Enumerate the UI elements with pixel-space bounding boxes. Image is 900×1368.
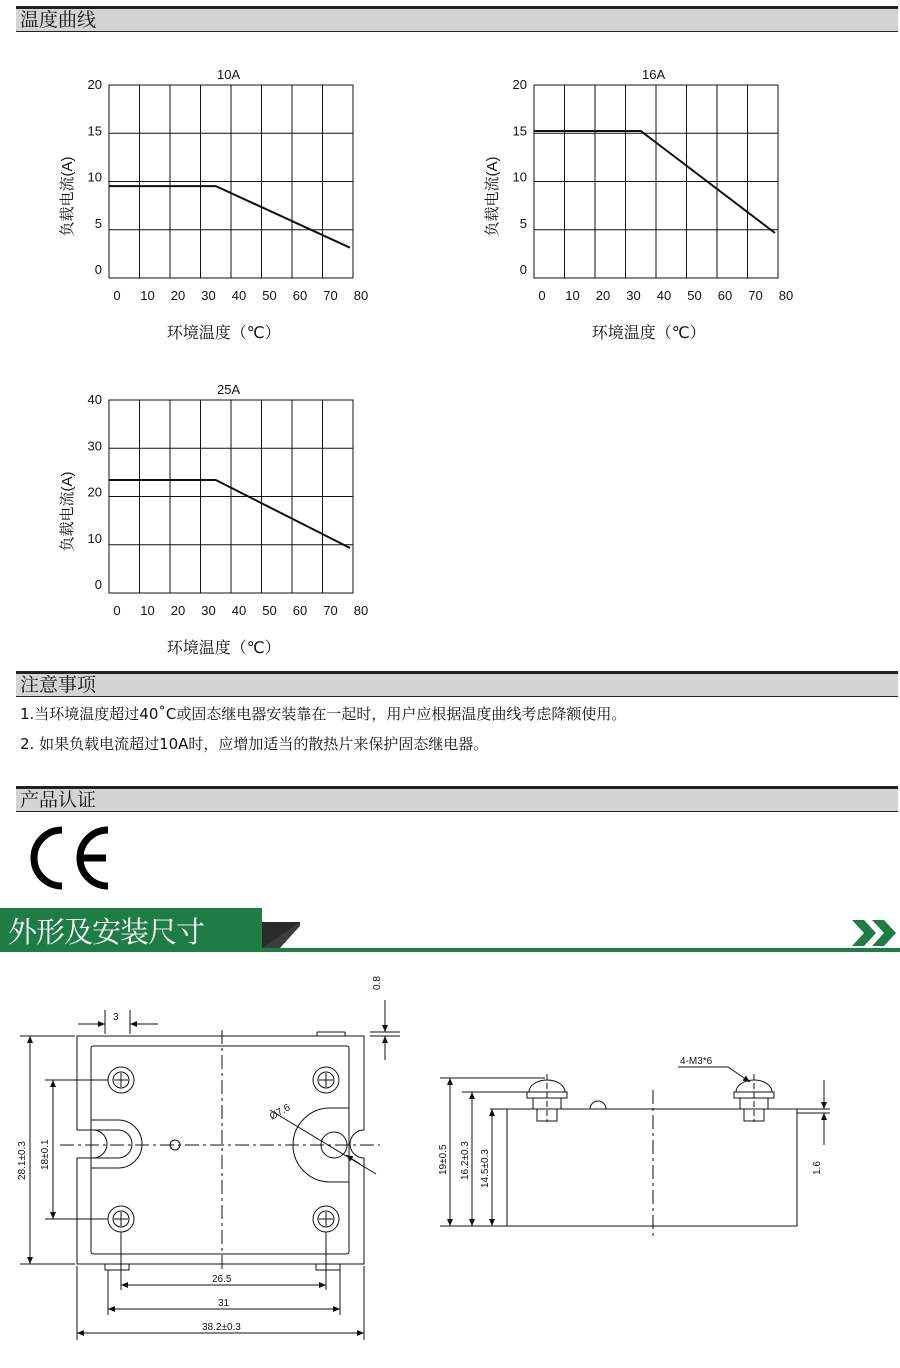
y-tick-label: 10 (87, 530, 102, 546)
y-tick-label: 10 (87, 169, 102, 185)
dim-label-1.6: 1.6 (812, 1161, 823, 1175)
screw-icon (313, 1067, 339, 1093)
section-title-notes: 注意事项 (20, 674, 97, 696)
x-tick-label: 20 (595, 288, 611, 303)
dim-label-28.1: 28.1±0.3 (17, 1141, 28, 1180)
x-axis-label: 环境温度（℃） (166, 325, 281, 342)
note-item-2: 2. 如果负载电流超过10A时，应增加适当的散热片来保护固态继电器。 (20, 735, 489, 753)
x-tick-label: 30 (201, 288, 216, 303)
x-tick-label: 30 (626, 288, 641, 303)
x-tick-label: 80 (353, 603, 369, 618)
dim-label-14.5: 14.5±0.3 (480, 1149, 491, 1188)
relay-side-body (507, 1109, 797, 1226)
x-tick-label: 80 (778, 288, 794, 303)
y-tick-label: 40 (87, 392, 102, 407)
screw-side-icon (527, 1074, 567, 1122)
section-title-dimensions: 外形及安装尺寸 (8, 915, 205, 949)
dim-label-16.2: 16.2±0.3 (460, 1141, 471, 1180)
y-tick-label: 15 (87, 123, 102, 139)
derating-curve (109, 186, 350, 248)
y-tick-label: 30 (87, 438, 102, 454)
y-axis-label: 负载电流(A) (59, 471, 76, 552)
x-tick-label: 0 (113, 603, 121, 618)
y-tick-label: 0 (519, 262, 527, 277)
y-tick-label: 20 (512, 77, 527, 92)
ce-mark-logo (26, 826, 112, 890)
x-tick-label: 50 (262, 288, 277, 303)
y-axis-label: 负载电流(A) (59, 156, 76, 237)
derating-chart-10a (50, 60, 390, 350)
x-tick-label: 0 (113, 288, 121, 303)
y-tick-label: 0 (94, 262, 102, 277)
dim-label-7.6: Ø7.6 (268, 1102, 293, 1123)
x-tick-label: 40 (656, 288, 672, 303)
relay-base-plate (91, 1046, 349, 1254)
x-tick-label: 70 (323, 603, 338, 618)
y-tick-label: 20 (87, 484, 102, 500)
note-item-1: 1.当环境温度超过40˚C或固态继电器安装靠在一起时，用户应根据温度曲线考虑降额使用。 (20, 705, 627, 723)
x-tick-label: 70 (748, 288, 763, 303)
x-tick-label: 40 (231, 603, 247, 618)
x-tick-label: 60 (292, 603, 308, 618)
chart-title: 16A (641, 67, 666, 82)
dim-label-26.5: 26.5 (212, 1274, 232, 1285)
section-title-certification: 产品认证 (20, 789, 97, 811)
dim-label-3: 3 (113, 1012, 119, 1023)
x-tick-label: 30 (201, 603, 216, 618)
x-tick-label: 80 (353, 288, 369, 303)
dim-label-31: 31 (218, 1298, 230, 1309)
relay-outline (77, 1036, 364, 1264)
section-header-certification (16, 786, 898, 812)
x-tick-label: 20 (170, 288, 186, 303)
derating-curve (109, 480, 350, 548)
x-tick-label: 20 (170, 603, 186, 618)
screw-icon (313, 1206, 339, 1232)
x-tick-label: 10 (140, 288, 155, 303)
y-tick-label: 0 (94, 577, 102, 592)
dimension-drawing (0, 970, 900, 1360)
x-tick-label: 10 (565, 288, 580, 303)
derating-chart-25a (50, 375, 390, 665)
double-chevron-icon (852, 920, 896, 946)
dim-label-m3: 4-M3*6 (680, 1056, 713, 1067)
x-tick-label: 60 (717, 288, 733, 303)
section-title-curves: 温度曲线 (20, 9, 97, 31)
x-axis-label: 环境温度（℃） (591, 325, 706, 342)
x-tick-label: 40 (231, 288, 247, 303)
y-axis-label: 负载电流(A) (484, 156, 501, 237)
x-tick-label: 10 (140, 603, 155, 618)
dim-label-38.2: 38.2±0.3 (202, 1322, 241, 1333)
x-tick-label: 0 (538, 288, 546, 303)
dim-label-19: 19±0.5 (438, 1144, 449, 1175)
x-tick-label: 60 (292, 288, 308, 303)
screw-side-icon (734, 1074, 774, 1122)
derating-chart-16a (475, 60, 815, 350)
y-tick-label: 5 (94, 215, 102, 231)
section-header-curves (16, 6, 898, 32)
chart-title: 25A (216, 382, 241, 397)
y-tick-label: 20 (87, 77, 102, 92)
x-tick-label: 50 (262, 603, 277, 618)
x-tick-label: 50 (687, 288, 702, 303)
y-tick-label: 5 (519, 215, 527, 231)
chart-title: 10A (216, 67, 241, 82)
y-tick-label: 15 (512, 123, 527, 139)
y-tick-label: 10 (512, 169, 527, 185)
dim-label-0.8: 0.8 (372, 976, 383, 990)
screw-icon (108, 1067, 134, 1093)
screw-icon (108, 1206, 134, 1232)
x-tick-label: 70 (323, 288, 338, 303)
dim-label-18: 18±0.1 (40, 1139, 51, 1170)
x-axis-label: 环境温度（℃） (166, 640, 281, 657)
section-header-notes (16, 671, 898, 697)
